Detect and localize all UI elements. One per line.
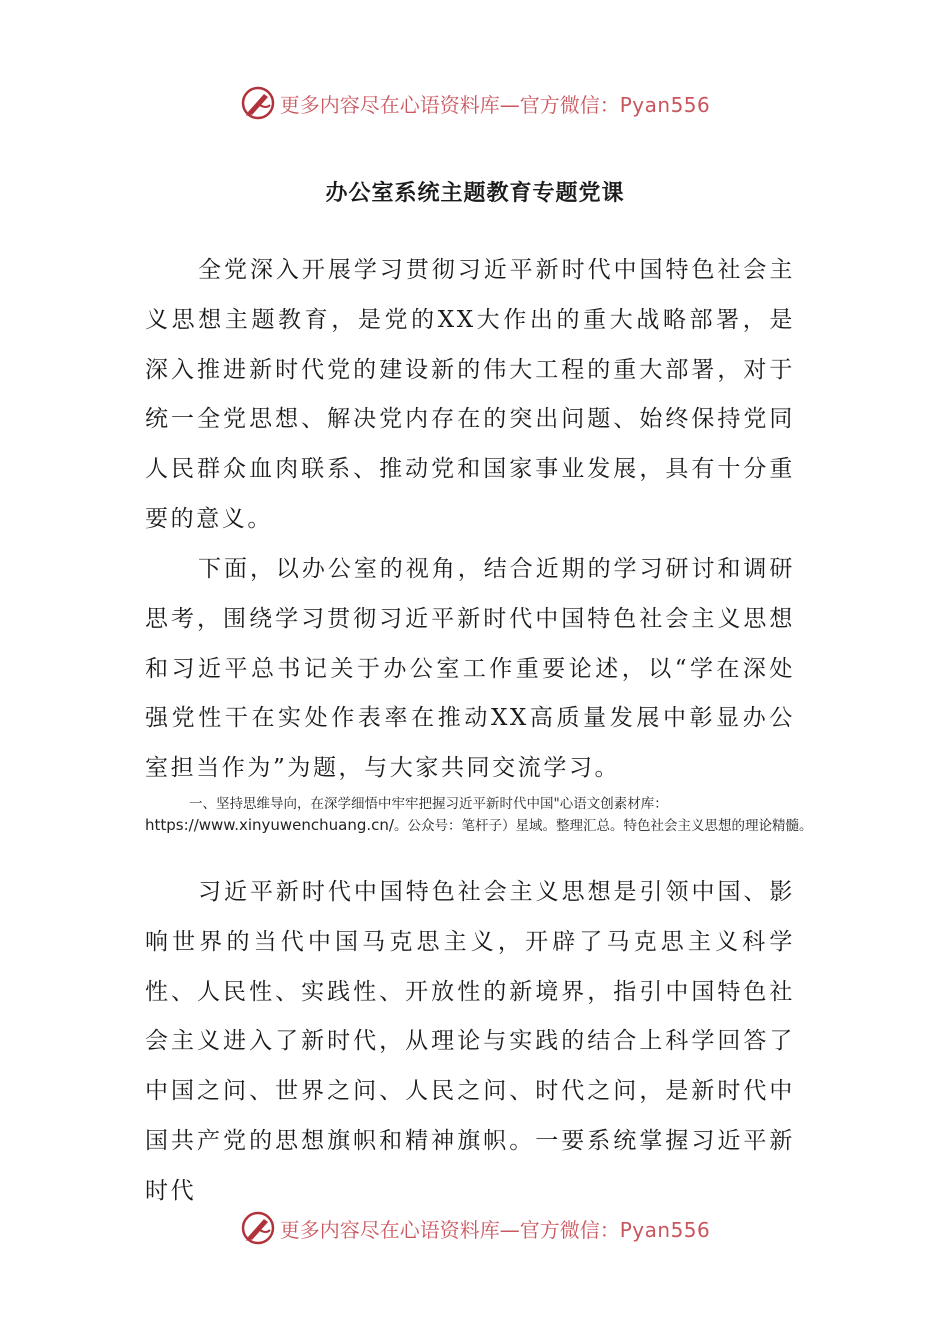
header-banner-text: 更多内容尽在心语资料库—官方微信：Pyan556 xyxy=(279,92,711,117)
source-url: https://www.xinyuwenchuang.cn/ xyxy=(145,815,394,834)
wechat-id: Pyan556 xyxy=(619,92,711,117)
header-banner xyxy=(0,78,950,128)
wechat-id: Pyan556 xyxy=(619,1217,711,1242)
document-title: 办公室系统主题教育专题党课 xyxy=(325,180,625,206)
paragraph-theory: 习近平新时代中国特色社会主义思想是引领中国、影响世界的当代中国马克思主义，开辟了马克思主义科学性、人民性、实践性、开放性的新境界，指引中国特色社会主义进入了新时代，从理论与实践的结合上科学回答了中国之问、世界之问、人民之问、时代之问，是新时代中国共产党的思想旗帜和精神旗帜。一要系统掌握习近平新时代 xyxy=(145,879,795,1204)
paragraph-topic: 下面，以办公室的视角，结合近期的学习研讨和调研思考，围绕学习贯彻习近平新时代中国特色社会主义思想和习近平总书记关于办公室工作重要论述，以“学在深处强党性干在实处作表率在推动XX高质量发展中彰显办公室担当作为”为题，与大家共同交流学习。 xyxy=(145,556,795,782)
footer-banner-text: 更多内容尽在心语资料库—官方微信：Pyan556 xyxy=(279,1217,711,1242)
paragraph-intro: 全党深入开展学习贯彻习近平新时代中国特色社会主义思想主题教育，是党的XX大作出的重大战略部署，是深入推进新时代党的建设新的伟大工程的重大部署，对于统一全党思想、解决党内存在的突出问题、始终保持党同人民群众血肉联系、推动党和国家事业发展，具有十分重要的意义。 xyxy=(145,257,795,532)
pen-logo-icon xyxy=(240,1210,276,1246)
pen-logo-icon xyxy=(240,85,276,121)
footer-banner xyxy=(0,1203,950,1253)
section-heading-note: 一、坚持思维导向，在深学细悟中牢牢把握习近平新时代中国"心语文创素材库：https://www.xinyuwenchuang.cn/。公众号：笔杆子）星域。整理汇总。特色社会主义思想的理论精髓。 xyxy=(145,796,813,834)
